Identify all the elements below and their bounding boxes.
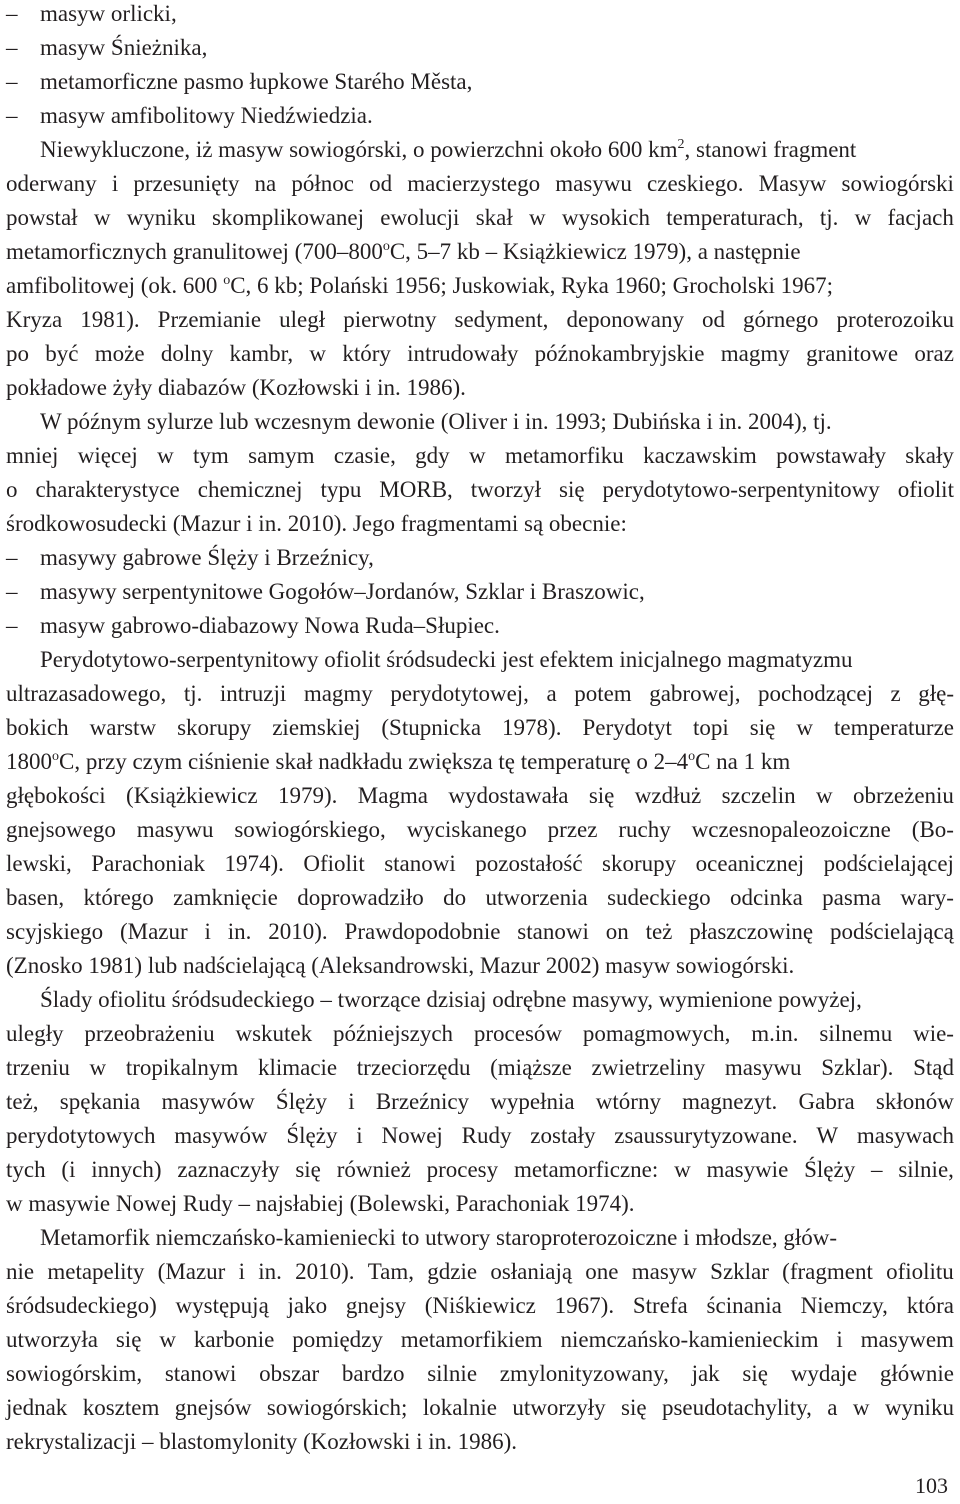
word: skorupy bbox=[177, 715, 252, 740]
word: zamknięcie bbox=[173, 885, 278, 910]
word: głę- bbox=[918, 681, 954, 706]
word: potem bbox=[574, 681, 632, 706]
word: późniejszych bbox=[332, 1021, 454, 1046]
word: a bbox=[827, 1395, 838, 1420]
word: wzdłuż bbox=[634, 783, 702, 808]
paragraph-line bbox=[6, 779, 954, 813]
word: Brzeźnicy bbox=[375, 1089, 470, 1114]
paragraph-line bbox=[6, 711, 954, 745]
word: proterozoiku bbox=[836, 307, 954, 332]
word: tj. bbox=[183, 681, 203, 706]
word: występują bbox=[175, 1293, 269, 1318]
word: sedyment, bbox=[454, 307, 549, 332]
word: sowiogórskich; bbox=[266, 1395, 408, 1420]
word: chemicznej bbox=[197, 477, 303, 502]
word: Perydotyt bbox=[582, 715, 672, 740]
word: wskutek bbox=[235, 1021, 313, 1046]
word: basen, bbox=[6, 885, 65, 910]
word: Niemczy, bbox=[800, 1293, 888, 1318]
word: wydostawała bbox=[448, 783, 569, 808]
word: w bbox=[852, 1395, 870, 1420]
word: się bbox=[115, 1327, 142, 1352]
word: masywów bbox=[161, 1089, 255, 1114]
word: silnie, bbox=[898, 1157, 954, 1182]
word: Nowej bbox=[381, 1123, 443, 1148]
paragraph-line bbox=[6, 1085, 954, 1119]
word: podścielającej bbox=[823, 851, 954, 876]
word: w bbox=[529, 205, 546, 230]
word: w bbox=[854, 205, 872, 230]
paragraph-line bbox=[6, 1357, 954, 1391]
word: w bbox=[796, 715, 813, 740]
word: osłaniają bbox=[490, 1259, 573, 1284]
word: in. bbox=[227, 919, 252, 944]
word: wydaje bbox=[790, 1361, 858, 1386]
word: (Książkiewicz bbox=[126, 783, 258, 808]
word: karbonie bbox=[193, 1327, 275, 1352]
word: (Stupnicka bbox=[381, 715, 482, 740]
word: Przemianie bbox=[157, 307, 262, 332]
word: metapelity bbox=[47, 1259, 145, 1284]
word: Ślęży bbox=[286, 1123, 338, 1148]
word: jako bbox=[287, 1293, 328, 1318]
word: zostały bbox=[530, 1123, 596, 1148]
word: się bbox=[621, 1395, 647, 1420]
word: perydotytowo-serpentynitowy bbox=[602, 477, 880, 502]
word: ruchy bbox=[618, 817, 671, 842]
word: niemczańsko-kamienieckim bbox=[560, 1327, 819, 1352]
paragraph-line bbox=[6, 473, 954, 507]
word: tym bbox=[193, 443, 229, 468]
word: szczelin bbox=[721, 783, 796, 808]
word: więcej bbox=[77, 443, 138, 468]
word: się bbox=[588, 783, 615, 808]
word: po bbox=[6, 341, 29, 366]
word: w bbox=[159, 1327, 176, 1352]
word: one bbox=[585, 1259, 619, 1284]
word: późnokambryjskie bbox=[534, 341, 705, 366]
word: Ofiolit bbox=[303, 851, 365, 876]
word: (Bo- bbox=[911, 817, 954, 842]
paragraph-line bbox=[6, 1323, 954, 1357]
paragraph-line bbox=[6, 813, 954, 847]
word: i bbox=[348, 1089, 355, 1114]
word: masywu bbox=[136, 817, 214, 842]
word: sudeckiego bbox=[607, 885, 711, 910]
word: o bbox=[6, 477, 18, 502]
word: masywie bbox=[706, 1157, 789, 1182]
word: skomplikowanej bbox=[211, 205, 364, 230]
word: tj. bbox=[819, 205, 839, 230]
word: podścielającą bbox=[829, 919, 954, 944]
word: pasma bbox=[822, 885, 881, 910]
word: Kryza bbox=[6, 307, 63, 332]
word: intruzji bbox=[219, 681, 287, 706]
word: uległy bbox=[6, 1021, 64, 1046]
word: utworzyły bbox=[512, 1395, 606, 1420]
word: obszar bbox=[259, 1361, 320, 1386]
paragraph-line bbox=[6, 1153, 954, 1187]
paragraph-line bbox=[6, 337, 954, 371]
word: gabrowej, bbox=[649, 681, 741, 706]
word: w bbox=[89, 1055, 107, 1080]
word: która bbox=[906, 1293, 954, 1318]
paragraph-line bbox=[6, 847, 954, 881]
paragraph-line: W późnym sylurze lub wczesnym dewonie (Oliver i in. 1993; Dubińska i in. 2004), tj. bbox=[40, 409, 832, 434]
word: gnejsowego bbox=[6, 817, 116, 842]
word: pseudotachylity, bbox=[661, 1395, 812, 1420]
word: utworzyła bbox=[6, 1327, 98, 1352]
word: wary- bbox=[900, 885, 954, 910]
word: i bbox=[204, 919, 211, 944]
word: masywem bbox=[860, 1327, 954, 1352]
word: i bbox=[111, 171, 119, 196]
paragraph-line bbox=[6, 1017, 954, 1051]
word: temperaturach, bbox=[666, 205, 804, 230]
word: m.in. bbox=[751, 1021, 799, 1046]
word: skały bbox=[905, 443, 954, 468]
word: magmy bbox=[303, 681, 373, 706]
word: w bbox=[93, 205, 111, 230]
word: tworzył bbox=[470, 477, 542, 502]
word: tych bbox=[6, 1157, 46, 1182]
word: którego bbox=[83, 885, 154, 910]
word: w bbox=[469, 443, 486, 468]
word: mniej bbox=[6, 443, 59, 468]
word: górnego bbox=[743, 307, 819, 332]
word: 1978). bbox=[502, 715, 562, 740]
word: nie bbox=[6, 1259, 35, 1284]
word: wyniku bbox=[126, 205, 196, 230]
word: wtórny bbox=[595, 1089, 661, 1114]
word: wysokich bbox=[561, 205, 651, 230]
word: śródsudeckiego) bbox=[6, 1293, 157, 1318]
word: on bbox=[605, 919, 629, 944]
word: magnezyt. bbox=[682, 1089, 778, 1114]
word: się bbox=[559, 477, 585, 502]
paragraph-line: Ślady ofiolitu śródsudeckiego – tworzące dzisiaj odrębne masywy, wymienione powyżej, bbox=[40, 987, 862, 1012]
word: dolny bbox=[160, 341, 214, 366]
paragraph-line bbox=[6, 915, 954, 949]
word: typu bbox=[320, 477, 362, 502]
word: silnemu bbox=[819, 1021, 893, 1046]
word: gdzie bbox=[427, 1259, 478, 1284]
word: ofiolit bbox=[897, 477, 954, 502]
word: wyniku bbox=[884, 1395, 954, 1420]
paragraph-line: w masywie Nowej Rudy – najsłabiej (Bolewski, Parachoniak 1974). bbox=[6, 1191, 635, 1216]
word: od bbox=[369, 171, 393, 196]
paragraph-line: (Znosko 1981) lub nadścielającą (Aleksandrowski, Mazur 2002) masyw sowiogórski. bbox=[6, 953, 795, 978]
word: północ bbox=[291, 171, 354, 196]
paragraph-line bbox=[6, 677, 954, 711]
word: w bbox=[816, 783, 833, 808]
word: 2010). bbox=[268, 919, 328, 944]
word: stanowi bbox=[384, 851, 456, 876]
word: metamorfikiem bbox=[400, 1327, 543, 1352]
word: perydotytowych bbox=[6, 1123, 156, 1148]
word: na bbox=[254, 171, 277, 196]
word: pochodzącej bbox=[758, 681, 873, 706]
word: Masyw bbox=[758, 171, 827, 196]
word: 1967). bbox=[554, 1293, 615, 1318]
paragraph-line: metamorficznych granulitowej (700–800$^o$C, 5–7 kb – Książkiewicz 1979), a następnie bbox=[6, 239, 801, 264]
word: zmylonityzowany, bbox=[499, 1361, 669, 1386]
word: lokalnie bbox=[422, 1395, 497, 1420]
word: a bbox=[546, 681, 557, 706]
word: macierzystego bbox=[407, 171, 541, 196]
paragraph-line bbox=[6, 303, 954, 337]
word: się bbox=[295, 1157, 321, 1182]
word: ewolucji bbox=[380, 205, 460, 230]
word: procesy bbox=[426, 1157, 499, 1182]
paragraph-line: rekrystalizacji – blastomylonity (Kozłowski i in. 1986). bbox=[6, 1429, 518, 1454]
word: skał bbox=[475, 205, 513, 230]
word: pozostałość bbox=[475, 851, 583, 876]
word: pomiędzy bbox=[292, 1327, 383, 1352]
word: Ślęży bbox=[275, 1089, 328, 1114]
word: ścinania bbox=[706, 1293, 782, 1318]
word: 1981). bbox=[80, 307, 140, 332]
word: 2010). bbox=[295, 1259, 355, 1284]
word: i bbox=[356, 1123, 363, 1148]
word: Prawdopodobnie bbox=[344, 919, 501, 944]
word: w bbox=[674, 1157, 691, 1182]
word: trzeniu bbox=[6, 1055, 70, 1080]
word: magmy bbox=[720, 341, 790, 366]
word: pomagmowych, bbox=[582, 1021, 731, 1046]
word: głębokości bbox=[6, 783, 106, 808]
word: do bbox=[443, 885, 467, 910]
word: powstawały bbox=[776, 443, 886, 468]
word: perydotytowej, bbox=[390, 681, 529, 706]
paragraph-line bbox=[6, 1119, 954, 1153]
word: płaszczowinę bbox=[689, 919, 814, 944]
word: od bbox=[702, 307, 725, 332]
word: topi bbox=[692, 715, 729, 740]
word: Parachoniak bbox=[91, 851, 205, 876]
word: sowiogórskiego, bbox=[234, 817, 386, 842]
word: charakterystyce bbox=[35, 477, 180, 502]
word: kambr, bbox=[229, 341, 294, 366]
word: temperaturze bbox=[833, 715, 954, 740]
word: tropikalnym bbox=[125, 1055, 239, 1080]
word: przesunięty bbox=[133, 171, 240, 196]
paragraph-line: Niewykluczone, iż masyw sowiogórski, o powierzchni około 600 $km^2$, stanowi fragment bbox=[40, 137, 857, 162]
word: też, bbox=[6, 1089, 39, 1114]
word: W bbox=[816, 1123, 839, 1148]
word: zsaussurytyzowane. bbox=[614, 1123, 798, 1148]
paragraph-line bbox=[6, 439, 954, 473]
word: obrzeżeniu bbox=[853, 783, 954, 808]
word: uległ bbox=[279, 307, 326, 332]
word: oceanicznej bbox=[695, 851, 805, 876]
word: lewski, bbox=[6, 851, 72, 876]
paragraph-line: Perydotytowo-serpentynitowy ofiolit śródsudecki jest efektem inicjalnego magmatyzmu bbox=[40, 647, 853, 672]
word: odcinka bbox=[729, 885, 803, 910]
word: innych) bbox=[91, 1157, 162, 1182]
word: metamorficzne: bbox=[513, 1157, 659, 1182]
word: Rudy bbox=[461, 1123, 512, 1148]
word: jak bbox=[691, 1361, 720, 1386]
paragraph-line bbox=[6, 1289, 954, 1323]
word: i bbox=[238, 1259, 245, 1284]
word: stanowi bbox=[164, 1361, 237, 1386]
paragraph-line bbox=[6, 1255, 954, 1289]
word: w bbox=[157, 443, 174, 468]
word: facjach bbox=[887, 205, 954, 230]
word: sowiogórskim, bbox=[6, 1361, 143, 1386]
word: oraz bbox=[914, 341, 954, 366]
word: ultrazasadowego, bbox=[6, 681, 167, 706]
word: spękania bbox=[59, 1089, 141, 1114]
word: zwietrzeliny bbox=[591, 1055, 706, 1080]
word: głównie bbox=[879, 1361, 954, 1386]
word: MORB, bbox=[379, 477, 453, 502]
word: samym bbox=[248, 443, 315, 468]
word: powstał bbox=[6, 205, 78, 230]
word: się bbox=[749, 715, 776, 740]
word: bokich bbox=[6, 715, 69, 740]
word: kosztem bbox=[82, 1395, 160, 1420]
word: skorupy bbox=[602, 851, 677, 876]
word: scyjskiego bbox=[6, 919, 104, 944]
word: pierwotny bbox=[343, 307, 437, 332]
word: stanowi bbox=[517, 919, 589, 944]
word: może bbox=[94, 341, 145, 366]
word: wczesnopaleozoiczne bbox=[691, 817, 891, 842]
word: również bbox=[336, 1157, 411, 1182]
word: ofiolitu bbox=[886, 1259, 954, 1284]
word: Gabra bbox=[798, 1089, 855, 1114]
paragraph-line bbox=[6, 881, 954, 915]
word: czasie, bbox=[333, 443, 396, 468]
word: przeobrażeniu bbox=[84, 1021, 215, 1046]
word: intrudowały bbox=[407, 341, 519, 366]
paragraph-line bbox=[6, 201, 954, 235]
word: być bbox=[45, 341, 79, 366]
word: wypełnia bbox=[490, 1089, 575, 1114]
word: Magma bbox=[357, 783, 429, 808]
word: gdy bbox=[415, 443, 450, 468]
word: 1974). bbox=[224, 851, 284, 876]
word: masywu bbox=[555, 171, 632, 196]
word: ziemskiej bbox=[272, 715, 361, 740]
word: – bbox=[871, 1157, 883, 1182]
word: wyciskanego bbox=[406, 817, 527, 842]
word: Szklar bbox=[710, 1259, 769, 1284]
paragraph-line: Metamorfik niemczańsko-kamieniecki to utwory staroproterozoiczne i młodsze, głów- bbox=[40, 1225, 838, 1250]
word: deponowany bbox=[566, 307, 684, 332]
paragraph-line: środkowosudecki (Mazur i in. 2010). Jego fragmentami są obecnie: bbox=[6, 511, 627, 536]
word: i bbox=[836, 1327, 843, 1352]
word: Tam, bbox=[367, 1259, 415, 1284]
paragraph-line bbox=[6, 167, 954, 201]
word: silnie bbox=[427, 1361, 478, 1386]
word: czeskiego. bbox=[647, 171, 744, 196]
word: metamorfiku bbox=[504, 443, 624, 468]
word: trzeciorzędu bbox=[356, 1055, 471, 1080]
word: się bbox=[742, 1361, 768, 1386]
word: klimacie bbox=[257, 1055, 338, 1080]
word: Szklar). bbox=[821, 1055, 894, 1080]
word: utworzenia bbox=[485, 885, 588, 910]
word: Strefa bbox=[632, 1293, 688, 1318]
word: masywu bbox=[724, 1055, 802, 1080]
paragraph-line: amfibolitowej (ok. 600 $^o$C, 6 kb; Polański 1956; Juskowiak, Ryka 1960; Grocholski 1967; bbox=[6, 273, 834, 298]
word: przez bbox=[547, 817, 598, 842]
paragraph-line bbox=[6, 1051, 954, 1085]
word: masywach bbox=[856, 1123, 954, 1148]
word: gnejsów bbox=[174, 1395, 252, 1420]
word: warstw bbox=[89, 715, 157, 740]
paragraph-line: pokładowe żyły diabazów (Kozłowski i in. 1986). bbox=[6, 375, 466, 400]
page-number: 103 bbox=[915, 1473, 948, 1498]
word: masywów bbox=[174, 1123, 268, 1148]
word: Ślęży bbox=[804, 1157, 856, 1182]
word: granitowe bbox=[806, 341, 899, 366]
word: bardzo bbox=[341, 1361, 405, 1386]
word: gnejsy bbox=[345, 1293, 406, 1318]
word: (Mazur bbox=[157, 1259, 226, 1284]
paragraph-line: 1800$^o$C, przy czym ciśnienie skał nadkładu zwiększa tę temperaturę o 2–4$^o$C na 1 km bbox=[6, 749, 791, 774]
word: in. bbox=[258, 1259, 282, 1284]
word: doprowadziło bbox=[297, 885, 424, 910]
word: (Mazur bbox=[119, 919, 188, 944]
word: też bbox=[645, 919, 673, 944]
word: Stąd bbox=[913, 1055, 954, 1080]
word: wie- bbox=[913, 1021, 954, 1046]
word: (i bbox=[61, 1157, 76, 1182]
word: (miąższe bbox=[490, 1055, 572, 1080]
word: zaznaczyły bbox=[177, 1157, 280, 1182]
word: sowiogórski bbox=[841, 171, 954, 196]
word: z bbox=[890, 681, 901, 706]
word: (fragment bbox=[782, 1259, 873, 1284]
word: (Niśkiewicz bbox=[424, 1293, 536, 1318]
word: oderwany bbox=[6, 171, 97, 196]
word: jednak bbox=[6, 1395, 68, 1420]
word: w bbox=[309, 341, 327, 366]
word: masyw bbox=[631, 1259, 697, 1284]
word: skłonów bbox=[875, 1089, 954, 1114]
paragraph-line bbox=[6, 1391, 954, 1425]
word: procesów bbox=[473, 1021, 563, 1046]
word: 1979). bbox=[277, 783, 338, 808]
word: który bbox=[342, 341, 391, 366]
word: kaczawskim bbox=[643, 443, 757, 468]
